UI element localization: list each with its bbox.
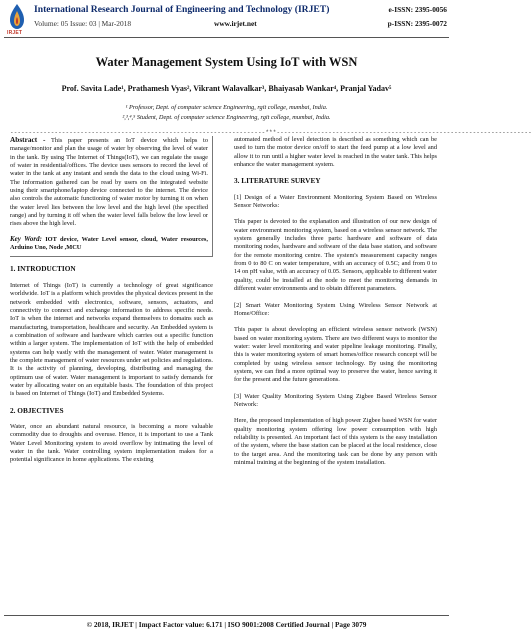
abstract-text: This paper presents an IoT device which helps to manage/monitor and plan the usage of water by observing the level of water in the tank. By using The Internet of Things(IoT), we can regulate the usage of water in residential/offices. The device uses sensors to record the level of water in the tank at any instant and sends the data to the cloud using Wi-Fi. The information gathered can be read by users on the integrated website using their smartphone/laptop device connected to the internet. The device also controls the automatic functioning of water motor by turning it on when the water level lies between the low level and the high level (the specified range) and by turning it off when the water level falls below the low level or rises above the high level. bbox=[10, 137, 208, 228]
abstract-label: Abstract - bbox=[10, 135, 46, 144]
objectives-paragraph: Water, once an abundant natural resource, is becoming a more valuable commodity due to droughts and overuse. Hence, it is important to use a Tank Water Level Monitoring system to avoid overflow by intimating the level of water in the tank. Water controlling system implementation makes for a potential significance in home applications. The existing bbox=[10, 422, 213, 464]
irjet-logo-icon bbox=[6, 3, 28, 33]
keywords-label: Key Word: bbox=[10, 234, 42, 243]
p-issn: p-ISSN: 2395-0072 bbox=[387, 19, 447, 28]
journal-header bbox=[0, 0, 453, 40]
reference-1-title: [1] Design of a Water Environment Monitoring System Based on Wireless Sensor Networks: bbox=[234, 193, 437, 210]
journal-name: International Research Journal of Engineering and Technology (IRJET) bbox=[34, 4, 330, 15]
reference-2-title: [2] Smart Water Monitoring System Using Wireless Sensor Network at Home/Office: bbox=[234, 301, 437, 317]
keywords-text: IOT device, Water Level sensor, cloud, Water resources, Arduino Uno, Node ,MCU bbox=[10, 235, 208, 252]
section-heading-objectives: 2. OBJECTIVES bbox=[10, 405, 64, 415]
header-divider bbox=[4, 37, 449, 38]
reference-1-body: This paper is devoted to the explanation and illustration of our new design of water environment monitoring system, based on a wireless sensor network. The system generally includes three parts: hardware and software of data monitoring nodes, hardware and software of the data base station, and software for the remote monitoring centre. The system's measurement capacity ranges from 0 to 80 C on water temperature, with an accuracy of 0.5C; and from 0 to 14 on pH value, with an accuracy of 0.05. Sensors, applicable to different water quality, could be installed at the node to meet the monitoring demands in different water environments and to obtain different parameters. bbox=[234, 218, 437, 293]
page-footer: © 2018, IRJET | Impact Factor value: 6.171 | ISO 9001:2008 Certified Journal | Page 3079 bbox=[86, 620, 367, 629]
introduction-paragraph: Internet of Things (IoT) is currently a technology of great significance worldwide. IoT is a platform which provides the physical devices present in the network embedded with electronics, software, sensors, actuators, and connectivity to connect and exchange information to address specific needs. IoT is when the internet and networks expand themselves to domains such as manufacturing, transportation, healthcare and security. An Embedded system is a combination of software and hardware which carries out a specific function within a larger system. The implementation of IoT with the help of embedded systems can help vastly with the management of water. Water management is the complete management of water resources under set policies and regulations. It is the activity of planning, developing, distributing and managing the optimum use of water. Water management is important to satisfy demands for water by allocating water on an equitable basis. The foundation of this project is based on Internet of Things (IoT) and Embedded Systems. bbox=[10, 281, 213, 398]
e-issn: e-ISSN: 2395-0056 bbox=[388, 5, 447, 14]
logo-text: IRJET bbox=[7, 30, 23, 36]
author-list: Prof. Savita Lade¹, Prathamesh Vyas², Vikrant Walavalkar³, Bhaiyasab Wankar⁴, Pranjal Yadav⁵ bbox=[61, 84, 392, 93]
affiliation-professor: ¹ Professor, Dept. of computer science Engineering, rgit college, mumbai, India. bbox=[125, 104, 328, 111]
right-column bbox=[234, 136, 437, 475]
section-heading-literature-survey: 3. LITERATURE SURVEY bbox=[234, 176, 321, 186]
abstract-paragraph bbox=[10, 136, 208, 229]
paper-title: Water Management System Using IoT with WSN bbox=[95, 55, 358, 69]
objectives-continuation: automated method of level detection is described as something which can be used to turn the motor device on/off to start the feed pump at a low level and allow it to run until a higher water level is reached in the water tank. This helps enhance the water management system. bbox=[234, 136, 437, 169]
section-heading-introduction: 1. INTRODUCTION bbox=[10, 264, 76, 274]
reference-2-body: This paper is about developing an efficient wireless sensor network (WSN) based on water monitoring system. There are two different ways to monitor the water: water level monitoring and water pipeline leakage monitoring. Finally, this is water monitoring system of smart homes/office research concept will be completed by using wireless sensor technology. By using the monitoring system, we can find a more optimal way to preserve the water, hence saving it for the present and the future generations. bbox=[234, 326, 437, 384]
reference-3-title: [3] Water Quality Monitoring System Using Zigbee Based Wireless Sensor Network: bbox=[234, 392, 437, 408]
keywords-paragraph bbox=[10, 235, 208, 253]
reference-3-body: Here, the proposed implementation of high power Zigbee based WSN for water quality monitoring system offering low power consumption with high reliability is presented. An important fact of this system is the easy installation of the system, where the base station can be placed at the local residence, close to the target area. And the monitoring task can be done by any person with minimal training at the beginning of the system installation. bbox=[234, 417, 437, 466]
abstract-box bbox=[10, 136, 213, 257]
left-column bbox=[10, 136, 213, 473]
volume-issue: Volume: 05 Issue: 03 | Mar-2018 bbox=[34, 19, 132, 28]
footer-divider bbox=[4, 615, 449, 616]
section-separator: ---------------------------------------------------------------------***--------------------------------------------------------------------- bbox=[10, 129, 532, 136]
website-link[interactable]: www.irjet.net bbox=[214, 19, 257, 28]
affiliation-students: ²,³,⁴,⁵ Student, Dept. of computer science Engineering, rgit college, mumbai, India. bbox=[122, 114, 331, 121]
